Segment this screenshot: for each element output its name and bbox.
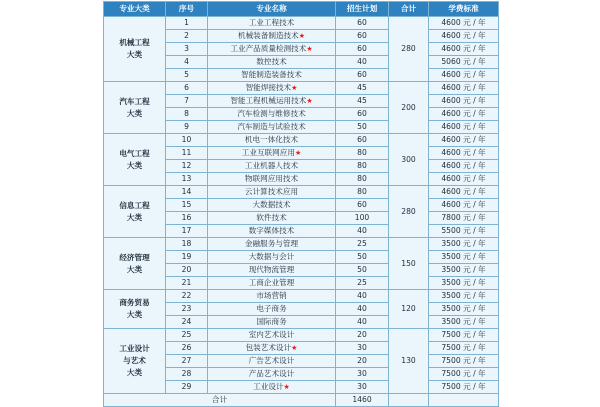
enrollment-plan-value: 30 [336,342,389,355]
enrollment-plan-value: 25 [336,277,389,290]
enrollment-plan-value: 40 [336,316,389,329]
major-name: 金融服务与管理 [244,239,299,248]
major-name-cell [208,147,336,160]
major-name-cell [208,225,336,238]
enrollment-plan-value: 40 [336,56,389,69]
row-number: 18 [166,238,208,251]
major-name-cell [208,277,336,290]
major-name: 物联网应用技术 [244,174,299,183]
major-name-cell [208,186,336,199]
tuition-fee: 7800 元 / 年 [429,212,499,225]
major-name: 包装艺术设计 [245,343,292,352]
row-number: 19 [166,251,208,264]
category-name-line: 经济管理 [119,252,150,262]
row-number: 28 [166,368,208,381]
table-body [104,17,499,394]
major-name: 机电一体化技术 [244,135,299,144]
tuition-fee: 4600 元 / 年 [429,121,499,134]
row-number: 22 [166,290,208,303]
row-number: 26 [166,342,208,355]
major-name: 室内艺术设计 [248,330,295,339]
tuition-fee: 3500 元 / 年 [429,251,499,264]
enrollment-plan-value: 50 [336,264,389,277]
tuition-fee: 4600 元 / 年 [429,199,499,212]
major-name: 数字媒体技术 [248,226,295,235]
tuition-fee: 4600 元 / 年 [429,147,499,160]
row-number: 29 [166,381,208,394]
major-name: 智能焊接技术 [245,83,292,92]
tuition-fee: 7500 元 / 年 [429,355,499,368]
major-name: 电子商务 [256,304,287,313]
category-name-line: 大类 [126,310,143,319]
category-name-line: 机械工程 [119,38,150,47]
tuition-fee: 7500 元 / 年 [429,329,499,342]
tuition-fee: 3500 元 / 年 [429,238,499,251]
enrollment-plan-value: 100 [336,212,389,225]
major-name-cell [208,303,336,316]
row-number: 16 [166,212,208,225]
category-name [104,290,166,329]
total-label: 合计 [104,394,336,407]
major-name-cell [208,30,336,43]
tuition-fee: 3500 元 / 年 [429,277,499,290]
tuition-fee: 4600 元 / 年 [429,134,499,147]
major-name: 大数据技术 [252,200,291,209]
major-name: 工商企业管理 [248,278,295,287]
enrollment-plan-value: 60 [336,134,389,147]
major-name: 工业设计 [253,382,284,391]
major-name-cell [208,251,336,264]
table-row [104,134,499,147]
row-number: 7 [166,95,208,108]
major-name-cell [208,160,336,173]
category-total: 130 [389,329,429,394]
table-row [104,329,499,342]
category-name [104,329,166,394]
category-name [104,82,166,134]
row-number: 10 [166,134,208,147]
major-name-cell [208,238,336,251]
header-total: 合计 [389,2,429,17]
category-name [104,17,166,82]
header-row [104,2,499,17]
header-category: 专业大类 [104,2,166,17]
major-name-cell [208,95,336,108]
tuition-fee: 4600 元 / 年 [429,69,499,82]
major-name: 市场营销 [256,291,287,300]
featured-star-icon: ★ [306,97,313,105]
major-name-cell [208,199,336,212]
category-name-line: 信息工程 [119,200,150,210]
featured-star-icon: ★ [298,32,306,40]
major-name: 软件技术 [256,213,287,222]
row-number: 6 [166,82,208,95]
enrollment-plan-value: 60 [336,30,389,43]
major-name-cell [208,329,336,342]
major-name: 产品艺术设计 [248,369,295,378]
category-name-line: 商务贸易 [119,298,150,307]
major-name-cell [208,381,336,394]
tuition-fee: 5060 元 / 年 [429,56,499,69]
row-number: 4 [166,56,208,69]
featured-star-icon: ★ [291,344,298,352]
tuition-fee: 4600 元 / 年 [429,43,499,56]
category-name-line: 大类 [126,212,143,222]
table-row [104,290,499,303]
row-number: 11 [166,147,208,160]
header-fee: 学费标准 [429,2,499,17]
major-name: 智能制造装备技术 [241,70,302,79]
header-no: 序号 [166,2,208,17]
tuition-fee: 3500 元 / 年 [429,290,499,303]
category-name-line: 大类 [126,108,143,118]
tuition-fee: 7500 元 / 年 [429,368,499,381]
category-name-line: 汽车工程 [119,96,150,106]
row-number: 21 [166,277,208,290]
major-name: 机械装备制造技术 [237,31,299,40]
row-number: 2 [166,30,208,43]
total-plan: 1460 [336,394,389,407]
enrollment-plan-value: 20 [336,329,389,342]
category-name [104,134,166,186]
major-name: 工业工程技术 [248,18,295,27]
major-name: 大数据与会计 [248,252,295,261]
tuition-fee: 7500 元 / 年 [429,381,499,394]
row-number: 15 [166,199,208,212]
major-name-cell [208,56,336,69]
major-name-cell [208,355,336,368]
major-name-cell [208,316,336,329]
category-name [104,186,166,238]
major-name: 国际商务 [256,317,287,326]
enrollment-plan-value: 45 [336,95,389,108]
major-name-cell [208,264,336,277]
header-major: 专业名称 [208,2,336,17]
major-name-cell [208,290,336,303]
tuition-fee: 7500 元 / 年 [429,342,499,355]
tuition-fee: 3500 元 / 年 [429,316,499,329]
featured-star-icon: ★ [283,383,290,391]
enrollment-plan-value: 50 [336,251,389,264]
enrollment-plan-value: 40 [336,303,389,316]
tuition-fee: 4600 元 / 年 [429,108,499,121]
enrollment-plan-table [103,1,499,407]
row-number: 12 [166,160,208,173]
category-name-line: 工业设计 [119,344,150,353]
major-name-cell [208,17,336,30]
major-name: 汽车检测与维修技术 [237,109,306,118]
table-row [104,186,499,199]
row-number: 17 [166,225,208,238]
featured-star-icon: ★ [291,84,298,92]
major-name: 工业互联网应用 [241,148,295,157]
enrollment-plan-value: 60 [336,108,389,121]
tuition-fee: 4600 元 / 年 [429,82,499,95]
category-name-line: 电气工程 [119,148,150,158]
category-total: 300 [389,134,429,186]
tuition-fee: 4600 元 / 年 [429,30,499,43]
enrollment-plan-value: 60 [336,69,389,82]
row-number: 8 [166,108,208,121]
category-name-line: 大类 [126,368,143,377]
row-number: 1 [166,17,208,30]
table-row [104,17,499,30]
major-name: 云计算技术应用 [244,187,299,196]
header-plan: 招生计划 [336,2,389,17]
enrollment-plan-value: 60 [336,43,389,56]
table-row [104,82,499,95]
category-name [104,238,166,290]
row-number: 13 [166,173,208,186]
tuition-fee: 4600 元 / 年 [429,160,499,173]
category-total: 120 [389,290,429,329]
category-name-line: 大类 [126,50,143,59]
category-total: 280 [389,17,429,82]
tuition-fee: 3500 元 / 年 [429,264,499,277]
row-number: 20 [166,264,208,277]
tuition-fee: 3500 元 / 年 [429,303,499,316]
major-name: 汽车制造与试验技术 [237,122,306,131]
category-name-line: 大类 [126,160,143,170]
enrollment-plan-value: 45 [336,82,389,95]
enrollment-plan-value: 80 [336,173,389,186]
row-number: 23 [166,303,208,316]
total-empty [389,394,429,407]
major-name: 广告艺术设计 [248,356,295,365]
row-number: 24 [166,316,208,329]
tuition-fee: 4600 元 / 年 [429,17,499,30]
major-name: 智能工程机械运用技术 [230,96,307,105]
enrollment-plan-value: 80 [336,147,389,160]
major-name-cell [208,82,336,95]
category-total: 200 [389,82,429,134]
row-number: 5 [166,69,208,82]
enrollment-plan-value: 50 [336,121,389,134]
row-number: 9 [166,121,208,134]
major-name-cell [208,69,336,82]
enrollment-plan-document [103,1,498,407]
major-name-cell [208,134,336,147]
category-total: 150 [389,238,429,290]
major-name-cell [208,212,336,225]
enrollment-plan-value: 20 [336,355,389,368]
major-name-cell [208,108,336,121]
total-fee-empty [429,394,499,407]
tuition-fee: 4600 元 / 年 [429,95,499,108]
major-name: 工业机器人技术 [244,161,299,170]
enrollment-plan-value: 30 [336,381,389,394]
featured-star-icon: ★ [306,45,313,53]
tuition-fee: 4600 元 / 年 [429,173,499,186]
major-name: 数控技术 [256,57,287,66]
total-row [104,394,499,407]
major-name-cell [208,342,336,355]
major-name: 工业产品质量检测技术 [230,44,307,53]
major-name-cell [208,368,336,381]
major-name-cell [208,173,336,186]
enrollment-plan-value: 60 [336,17,389,30]
featured-star-icon: ★ [294,149,302,157]
enrollment-plan-value: 80 [336,160,389,173]
tuition-fee: 4600 元 / 年 [429,186,499,199]
row-number: 14 [166,186,208,199]
category-total: 280 [389,186,429,238]
enrollment-plan-value: 60 [336,199,389,212]
tuition-fee: 5500 元 / 年 [429,225,499,238]
category-name-line: 大类 [126,264,143,274]
major-name: 现代物流管理 [248,265,295,274]
enrollment-plan-value: 40 [336,225,389,238]
row-number: 3 [166,43,208,56]
enrollment-plan-value: 30 [336,368,389,381]
category-name-line: 与艺术 [123,356,146,365]
enrollment-plan-value: 25 [336,238,389,251]
row-number: 27 [166,355,208,368]
table-row [104,238,499,251]
major-name-cell [208,43,336,56]
major-name-cell [208,121,336,134]
enrollment-plan-value: 40 [336,290,389,303]
enrollment-plan-value: 80 [336,186,389,199]
row-number: 25 [166,329,208,342]
